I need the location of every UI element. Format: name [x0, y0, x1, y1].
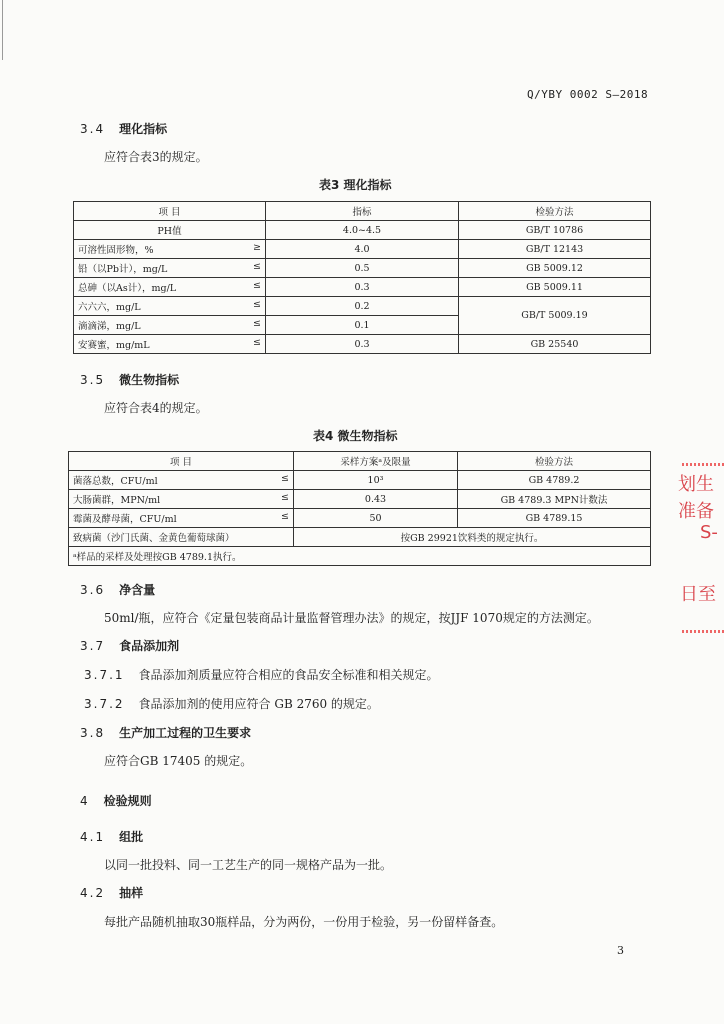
section-3-7-heading: 3.7 食品添加剂	[80, 639, 180, 653]
table3-cell-item: PH值	[74, 221, 266, 240]
stamp-text-line2: 准备	[678, 501, 714, 522]
table3-header-item: 项 目	[74, 202, 266, 221]
table4-cell-value: 50	[294, 509, 458, 528]
section-4-heading: 4 检验规则	[80, 794, 152, 808]
comparison-symbol: ≤	[281, 511, 289, 522]
table-row	[74, 240, 651, 259]
comparison-symbol: ≤	[253, 337, 261, 348]
table4-cell-value: 0.43	[294, 490, 458, 509]
section-3-8-heading: 3.8 生产加工过程的卫生要求	[80, 726, 252, 740]
stamp-text-line1: 划生	[678, 474, 714, 495]
document-code: Q/YBY 0002 S—2018	[527, 88, 649, 101]
comparison-symbol: ≤	[253, 261, 261, 272]
table3-cell-method: GB/T 10786	[459, 221, 651, 240]
table4-cell-item: 霉菌及酵母菌，CFU/ml ≤	[69, 509, 294, 528]
section-4-1-heading: 4.1 组批	[80, 830, 144, 844]
table3-header-method: 检验方法	[459, 202, 651, 221]
table-row	[69, 528, 651, 547]
table3-cell-method: GB 5009.11	[459, 278, 651, 297]
table-row	[69, 547, 651, 566]
table3-cell-item: 六六六，mg/L ≤	[74, 297, 266, 316]
comparison-symbol: ≤	[253, 318, 261, 329]
table4-cell-method: GB 4789.2	[458, 471, 651, 490]
table4-cell-method: GB 4789.15	[458, 509, 651, 528]
section-4-2-heading: 4.2 抽样	[80, 886, 144, 900]
comparison-symbol: ≤	[281, 473, 289, 484]
table-row	[74, 221, 651, 240]
table4-header-row	[69, 452, 651, 471]
page-number: 3	[617, 944, 624, 957]
stamp-text-line3: S-	[700, 522, 718, 543]
comparison-symbol: ≤	[253, 280, 261, 291]
table4	[68, 451, 651, 566]
comparison-symbol: ≥	[253, 242, 261, 253]
table3-cell-value: 0.2	[266, 297, 459, 316]
table3-caption: 表3 理化指标	[319, 178, 392, 192]
comparison-symbol: ≤	[253, 299, 261, 310]
table3	[73, 201, 651, 354]
table3-header-row	[74, 202, 651, 221]
table-row	[74, 297, 651, 316]
table3-cell-item: 总砷（以As计），mg/L ≤	[74, 278, 266, 297]
table3-cell-method: GB/T 5009.19	[459, 297, 651, 335]
table4-cell-item: 致病菌（沙门氏菌、金黄色葡萄球菌）	[69, 528, 294, 547]
section-4-1-text: 以同一批投料、同一工艺生产的同一规格产品为一批。	[104, 858, 393, 872]
table4-cell-pathogen-text: 按GB 29921饮料类的规定执行。	[294, 528, 651, 547]
table4-caption: 表4 微生物指标	[313, 429, 398, 443]
table-row	[74, 335, 651, 354]
section-3-4-heading: 3.4 理化指标	[80, 122, 168, 136]
stamp-border	[682, 630, 724, 633]
table3-cell-method: GB 25540	[459, 335, 651, 354]
section-3-6-heading: 3.6 净含量	[80, 583, 156, 597]
section-3-6-text: 50ml/瓶，应符合《定量包装商品计量监督管理办法》的规定，按JJF 1070规定的方法测定。	[104, 611, 599, 625]
table3-cell-value: 0.3	[266, 335, 459, 354]
comparison-symbol: ≤	[281, 492, 289, 503]
table3-cell-value: 0.5	[266, 259, 459, 278]
table-row	[74, 259, 651, 278]
table4-header-value: 采样方案ᵃ及限量	[294, 452, 458, 471]
table3-cell-item: 铅（以Pb计），mg/L ≤	[74, 259, 266, 278]
section-3-8-text: 应符合GB 17405 的规定。	[104, 754, 253, 768]
table3-cell-item: 滴滴涕，mg/L ≤	[74, 316, 266, 335]
table3-cell-value: 0.1	[266, 316, 459, 335]
table3-cell-value: 0.3	[266, 278, 459, 297]
page-edge-line	[2, 0, 3, 60]
table3-header-value: 指标	[266, 202, 459, 221]
table4-note: ᵃ样品的采样及处理按GB 4789.1执行。	[69, 547, 651, 566]
section-3-7-1: 3.7.1 食品添加剂质量应符合相应的食品安全标准和相关规定。	[84, 668, 439, 682]
section-3-4-text: 应符合表3的规定。	[104, 150, 208, 164]
table3-cell-value: 4.0	[266, 240, 459, 259]
section-3-7-2: 3.7.2 食品添加剂的使用应符合 GB 2760 的规定。	[84, 697, 379, 711]
table4-header-item: 项 目	[69, 452, 294, 471]
stamp-border	[682, 463, 724, 466]
table3-cell-method: GB 5009.12	[459, 259, 651, 278]
table3-cell-method: GB/T 12143	[459, 240, 651, 259]
section-3-5-text: 应符合表4的规定。	[104, 401, 208, 415]
table-row	[74, 278, 651, 297]
stamp-text-line4: 日至	[680, 584, 716, 605]
section-4-2-text: 每批产品随机抽取30瓶样品，分为两份，一份用于检验，另一份留样备查。	[104, 915, 504, 929]
table4-header-method: 检验方法	[458, 452, 651, 471]
table-row	[69, 509, 651, 528]
table3-cell-item: 安赛蜜，mg/mL ≤	[74, 335, 266, 354]
table4-cell-method: GB 4789.3 MPN计数法	[458, 490, 651, 509]
table3-cell-item: 可溶性固形物，% ≥	[74, 240, 266, 259]
table4-cell-item: 菌落总数，CFU/ml ≤	[69, 471, 294, 490]
table-row	[69, 471, 651, 490]
table4-cell-item: 大肠菌群，MPN/ml ≤	[69, 490, 294, 509]
table-row	[69, 490, 651, 509]
section-3-5-heading: 3.5 微生物指标	[80, 373, 180, 387]
table4-cell-value: 10³	[294, 471, 458, 490]
table3-cell-value: 4.0~4.5	[266, 221, 459, 240]
